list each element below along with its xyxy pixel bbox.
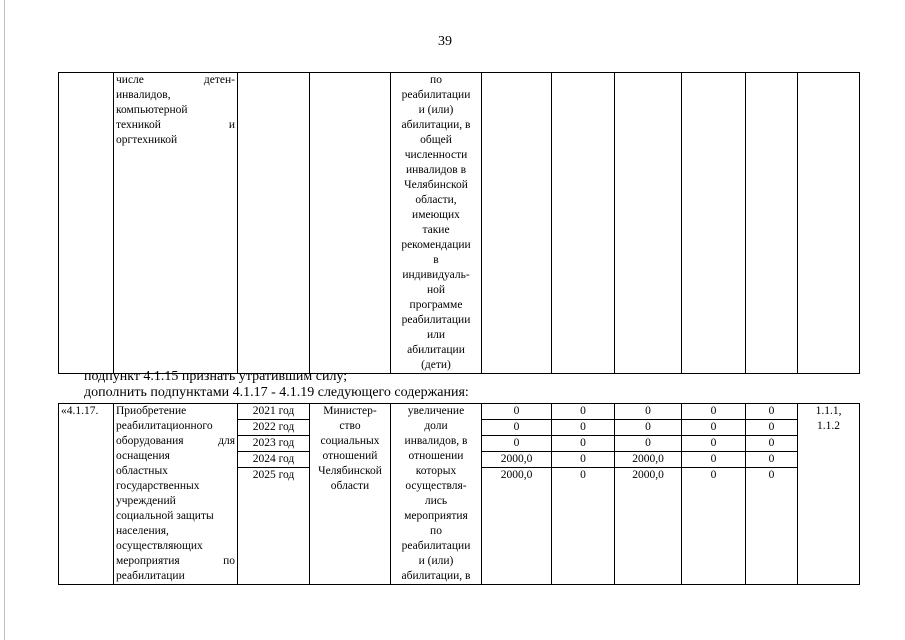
subitem-number-cell — [59, 404, 114, 585]
top-name-line: техникой и — [116, 119, 235, 131]
funding-value: 2000,0 — [632, 469, 664, 481]
top-name-line: инвалидов, — [116, 89, 171, 101]
top-value-cell — [682, 73, 746, 374]
funding-value: 0 — [768, 469, 775, 481]
top-years-cell — [238, 73, 310, 374]
funding-column-d — [682, 404, 746, 585]
funding-column-b — [552, 404, 615, 585]
top-number-cell — [59, 73, 114, 374]
year-label: 2025 год — [252, 469, 295, 481]
top-indicator-line: области, — [415, 194, 457, 206]
top-name-cell — [114, 73, 238, 374]
funding-value: 0 — [482, 404, 551, 420]
top-indicator-line: (дети) — [421, 359, 451, 371]
top-name-line: компьютерной — [116, 104, 188, 116]
top-indicator-line: или — [426, 329, 446, 341]
funding-value: 2000,0 — [615, 452, 681, 468]
funding-value: 0 — [746, 420, 797, 436]
funding-value: 0 — [580, 469, 586, 481]
top-indicator-line: общей — [420, 134, 452, 146]
funding-column-c — [615, 404, 682, 585]
funding-value: 0 — [682, 420, 745, 436]
executor-line: отношений — [322, 450, 378, 462]
indicator-line: доли — [424, 420, 448, 432]
executor-line: Министер- — [323, 405, 377, 417]
reference-line: 1.1.2 — [817, 420, 840, 432]
subitem-number: «4.1.17. — [61, 405, 99, 417]
top-indicator-line: Челябинской — [404, 179, 468, 191]
top-executor-cell — [310, 73, 391, 374]
funding-value: 2000,0 — [500, 469, 533, 481]
subitem-name-line: оборудования для — [116, 435, 235, 447]
subitem-name-line: осуществляющих — [116, 540, 203, 552]
funding-value: 0 — [615, 420, 681, 436]
page-left-edge — [4, 0, 5, 640]
amendment-line-1: подпункт 4.1.15 признать утратившим силу; — [84, 369, 348, 384]
subitem-name-line: реабилитации — [116, 570, 185, 582]
subitem-name-line: населения, — [116, 525, 169, 537]
indicator-line: абилитации, в — [401, 570, 471, 582]
year-label: 2022 год — [238, 420, 309, 436]
subitem-name-line: учреждений — [116, 495, 176, 507]
bottom-table — [58, 403, 860, 585]
top-indicator-line: реабилитации — [401, 314, 471, 326]
executor-line: ство — [339, 420, 361, 432]
top-indicator-line: программе — [409, 299, 463, 311]
top-name-line: числе детен- — [116, 74, 235, 86]
indicator-line: отношении — [408, 450, 464, 462]
subitem-name-cell — [114, 404, 238, 585]
funding-value: 0 — [682, 452, 745, 468]
funding-value: 0 — [682, 436, 745, 452]
subitem-name-line: Приобретение — [116, 405, 187, 417]
top-value-cell — [746, 73, 798, 374]
top-ref-cell — [798, 73, 860, 374]
page-number: 39 — [438, 34, 452, 49]
funding-value: 0 — [710, 469, 717, 481]
top-indicator-line: рекомендации — [401, 239, 471, 251]
top-value-cell — [552, 73, 615, 374]
funding-column-a — [482, 404, 552, 585]
funding-value: 0 — [615, 436, 681, 452]
top-indicator-line: имеющих — [412, 209, 460, 221]
funding-value: 0 — [482, 436, 551, 452]
top-table-row — [59, 73, 860, 374]
top-indicator-line: в — [433, 254, 439, 266]
executor-line: социальных — [320, 435, 380, 447]
top-indicator-line: реабилитации — [401, 89, 471, 101]
indicator-line: осуществля- — [405, 480, 467, 492]
funding-value: 0 — [482, 420, 551, 436]
funding-value: 2000,0 — [482, 452, 551, 468]
executor-line: Челябинской — [318, 465, 382, 477]
executor-cell — [310, 404, 391, 585]
indicator-line: которых — [415, 465, 457, 477]
funding-value: 0 — [552, 452, 614, 468]
reference-line: 1.1.1, — [815, 405, 842, 417]
funding-value: 0 — [552, 404, 614, 420]
bottom-table-row — [59, 404, 860, 585]
subitem-name-line: мероприятия по — [116, 555, 235, 567]
top-indicator-line: инвалидов в — [405, 164, 467, 176]
top-table — [58, 72, 860, 374]
top-indicator-line: абилитации, в — [401, 119, 471, 131]
funding-value: 0 — [552, 436, 614, 452]
top-indicator-line: индивидуаль- — [402, 269, 470, 281]
subitem-name-line: государственных — [116, 480, 200, 492]
indicator-line: и (или) — [418, 555, 454, 567]
year-label: 2021 год — [238, 404, 309, 420]
funding-column-e — [746, 404, 798, 585]
top-indicator-line: и (или) — [418, 104, 454, 116]
amendment-line-2: дополнить подпунктами 4.1.17 - 4.1.19 следующего содержания: — [84, 385, 469, 400]
top-indicator-line: такие — [422, 224, 450, 236]
top-indicator-line: численности — [404, 149, 468, 161]
executor-line: области — [330, 480, 370, 492]
year-label: 2024 год — [238, 452, 309, 468]
funding-value: 0 — [746, 436, 797, 452]
indicator-line: увеличение — [407, 405, 465, 417]
subitem-name-line: социальной защиты — [116, 510, 214, 522]
funding-value: 0 — [552, 420, 614, 436]
funding-value: 0 — [746, 452, 797, 468]
years-cell — [238, 404, 310, 585]
top-indicator-line: по — [430, 74, 442, 86]
indicator-line: по — [430, 525, 442, 537]
top-indicator-line: абилитации — [407, 344, 465, 356]
top-indicator-cell — [391, 73, 482, 374]
subitem-name-line: реабилитационного — [116, 420, 213, 432]
top-value-cell — [615, 73, 682, 374]
top-name-line: оргтехникой — [116, 134, 178, 146]
subitem-name-line: областных — [116, 465, 168, 477]
indicator-line: инвалидов, в — [404, 435, 468, 447]
top-value-cell — [482, 73, 552, 374]
funding-value: 0 — [746, 404, 797, 420]
indicator-line: мероприятия — [404, 510, 468, 522]
year-label: 2023 год — [238, 436, 309, 452]
top-indicator-line: ной — [426, 284, 446, 296]
indicator-line: реабилитации — [401, 540, 471, 552]
subitem-name-line: оснащения — [116, 450, 170, 462]
indicator-line: лись — [424, 495, 448, 507]
funding-value: 0 — [615, 404, 681, 420]
indicator-cell — [391, 404, 482, 585]
reference-cell — [798, 404, 860, 585]
funding-value: 0 — [682, 404, 745, 420]
